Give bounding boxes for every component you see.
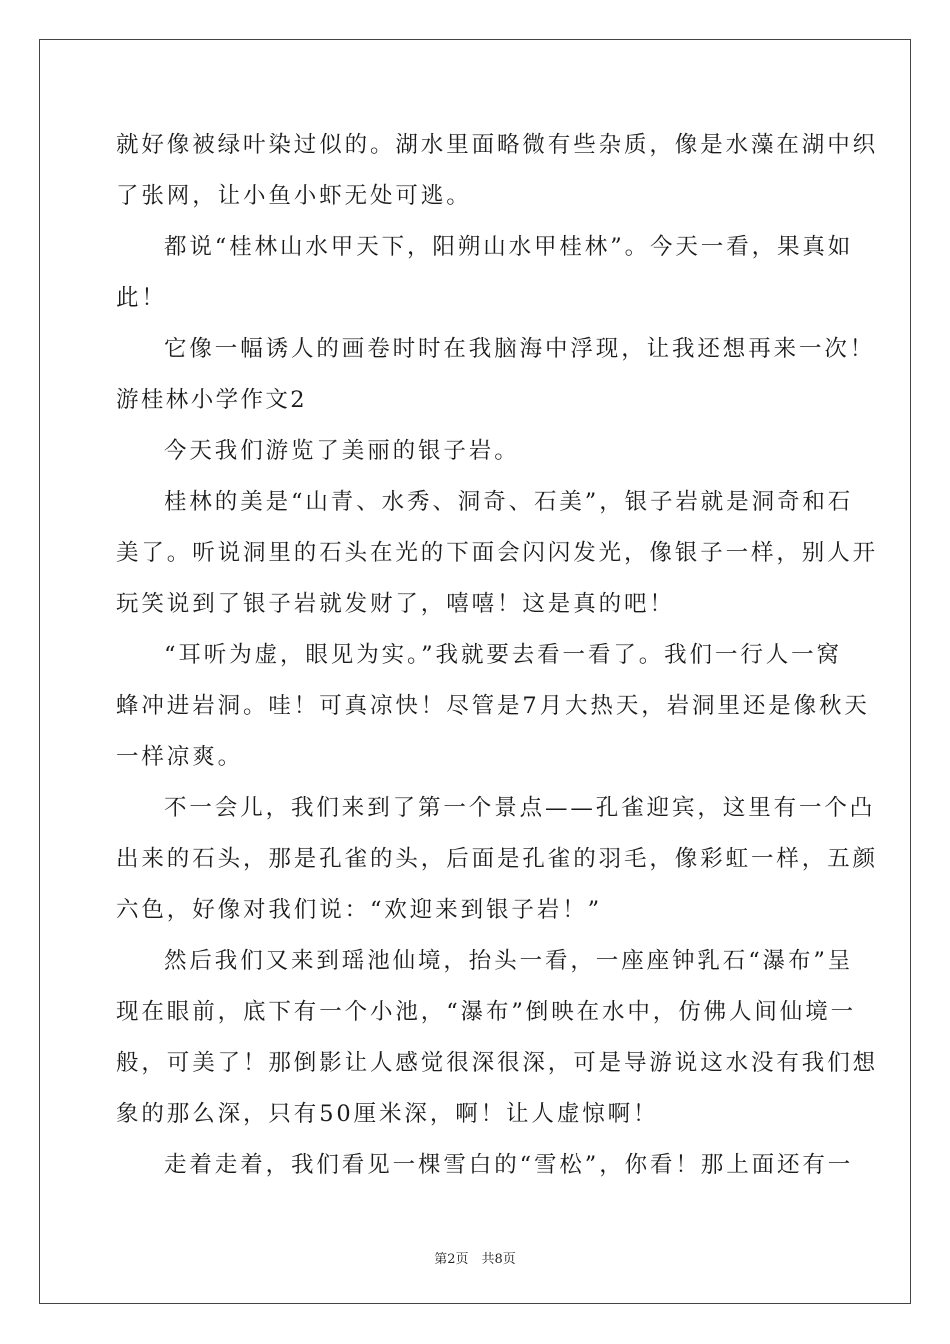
text-line: 桂林的美是“山青、水秀、洞奇、石美”，银子岩就是洞奇和石 xyxy=(164,489,854,515)
text-line: 不一会儿，我们来到了第一个景点——孔雀迎宾，这里有一个凸 xyxy=(164,795,876,821)
text-line: 都说“桂林山水甲天下，阳朔山水甲桂林”。今天一看，果真如 xyxy=(164,234,854,260)
text-line: 走着走着，我们看见一棵雪白的“雪松”，你看！那上面还有一 xyxy=(164,1152,854,1178)
section-heading: 游桂林小学作文2 xyxy=(116,387,308,413)
text-line: 今天我们游览了美丽的银子岩。 xyxy=(164,438,520,464)
text-line: 美了。听说洞里的石头在光的下面会闪闪发光，像银子一样，别人开 xyxy=(116,540,879,566)
text-line: 然后我们又来到瑶池仙境，抬头一看，一座座钟乳石“瀑布”呈 xyxy=(164,948,854,974)
text-line: 了张网，让小鱼小虾无处可逃。 xyxy=(116,183,472,209)
text-line: 象的那么深，只有50厘米深，啊！让人虚惊啊！ xyxy=(116,1101,659,1127)
document-body xyxy=(116,120,879,1191)
text-line: “耳听为虚，眼见为实。”我就要去看一看了。我们一行人一窝 xyxy=(164,642,842,668)
page-number: 第2页 共8页 xyxy=(434,1252,516,1267)
text-line: 此！ xyxy=(116,285,167,311)
text-line: 般，可美了！那倒影让人感觉很深很深，可是导游说这水没有我们想 xyxy=(116,1050,879,1076)
text-line: 现在眼前，底下有一个小池，“瀑布”倒映在水中，仿佛人间仙境一 xyxy=(116,999,857,1025)
text-line: 出来的石头，那是孔雀的头，后面是孔雀的羽毛，像彩虹一样，五颜 xyxy=(116,846,879,872)
text-line: 玩笑说到了银子岩就发财了，嘻嘻！这是真的吧！ xyxy=(116,591,675,617)
text-line: 六色，好像对我们说：“欢迎来到银子岩！” xyxy=(116,897,603,923)
text-line: 一样凉爽。 xyxy=(116,744,244,770)
text-line: 蜂冲进岩洞。哇！可真凉快！尽管是7月大热天，岩洞里还是像秋天 xyxy=(116,693,870,719)
text-line: 它像一幅诱人的画卷时时在我脑海中浮现，让我还想再来一次！ xyxy=(164,336,876,362)
text-line: 就好像被绿叶染过似的。湖水里面略微有些杂质，像是水藻在湖中织 xyxy=(116,132,879,158)
